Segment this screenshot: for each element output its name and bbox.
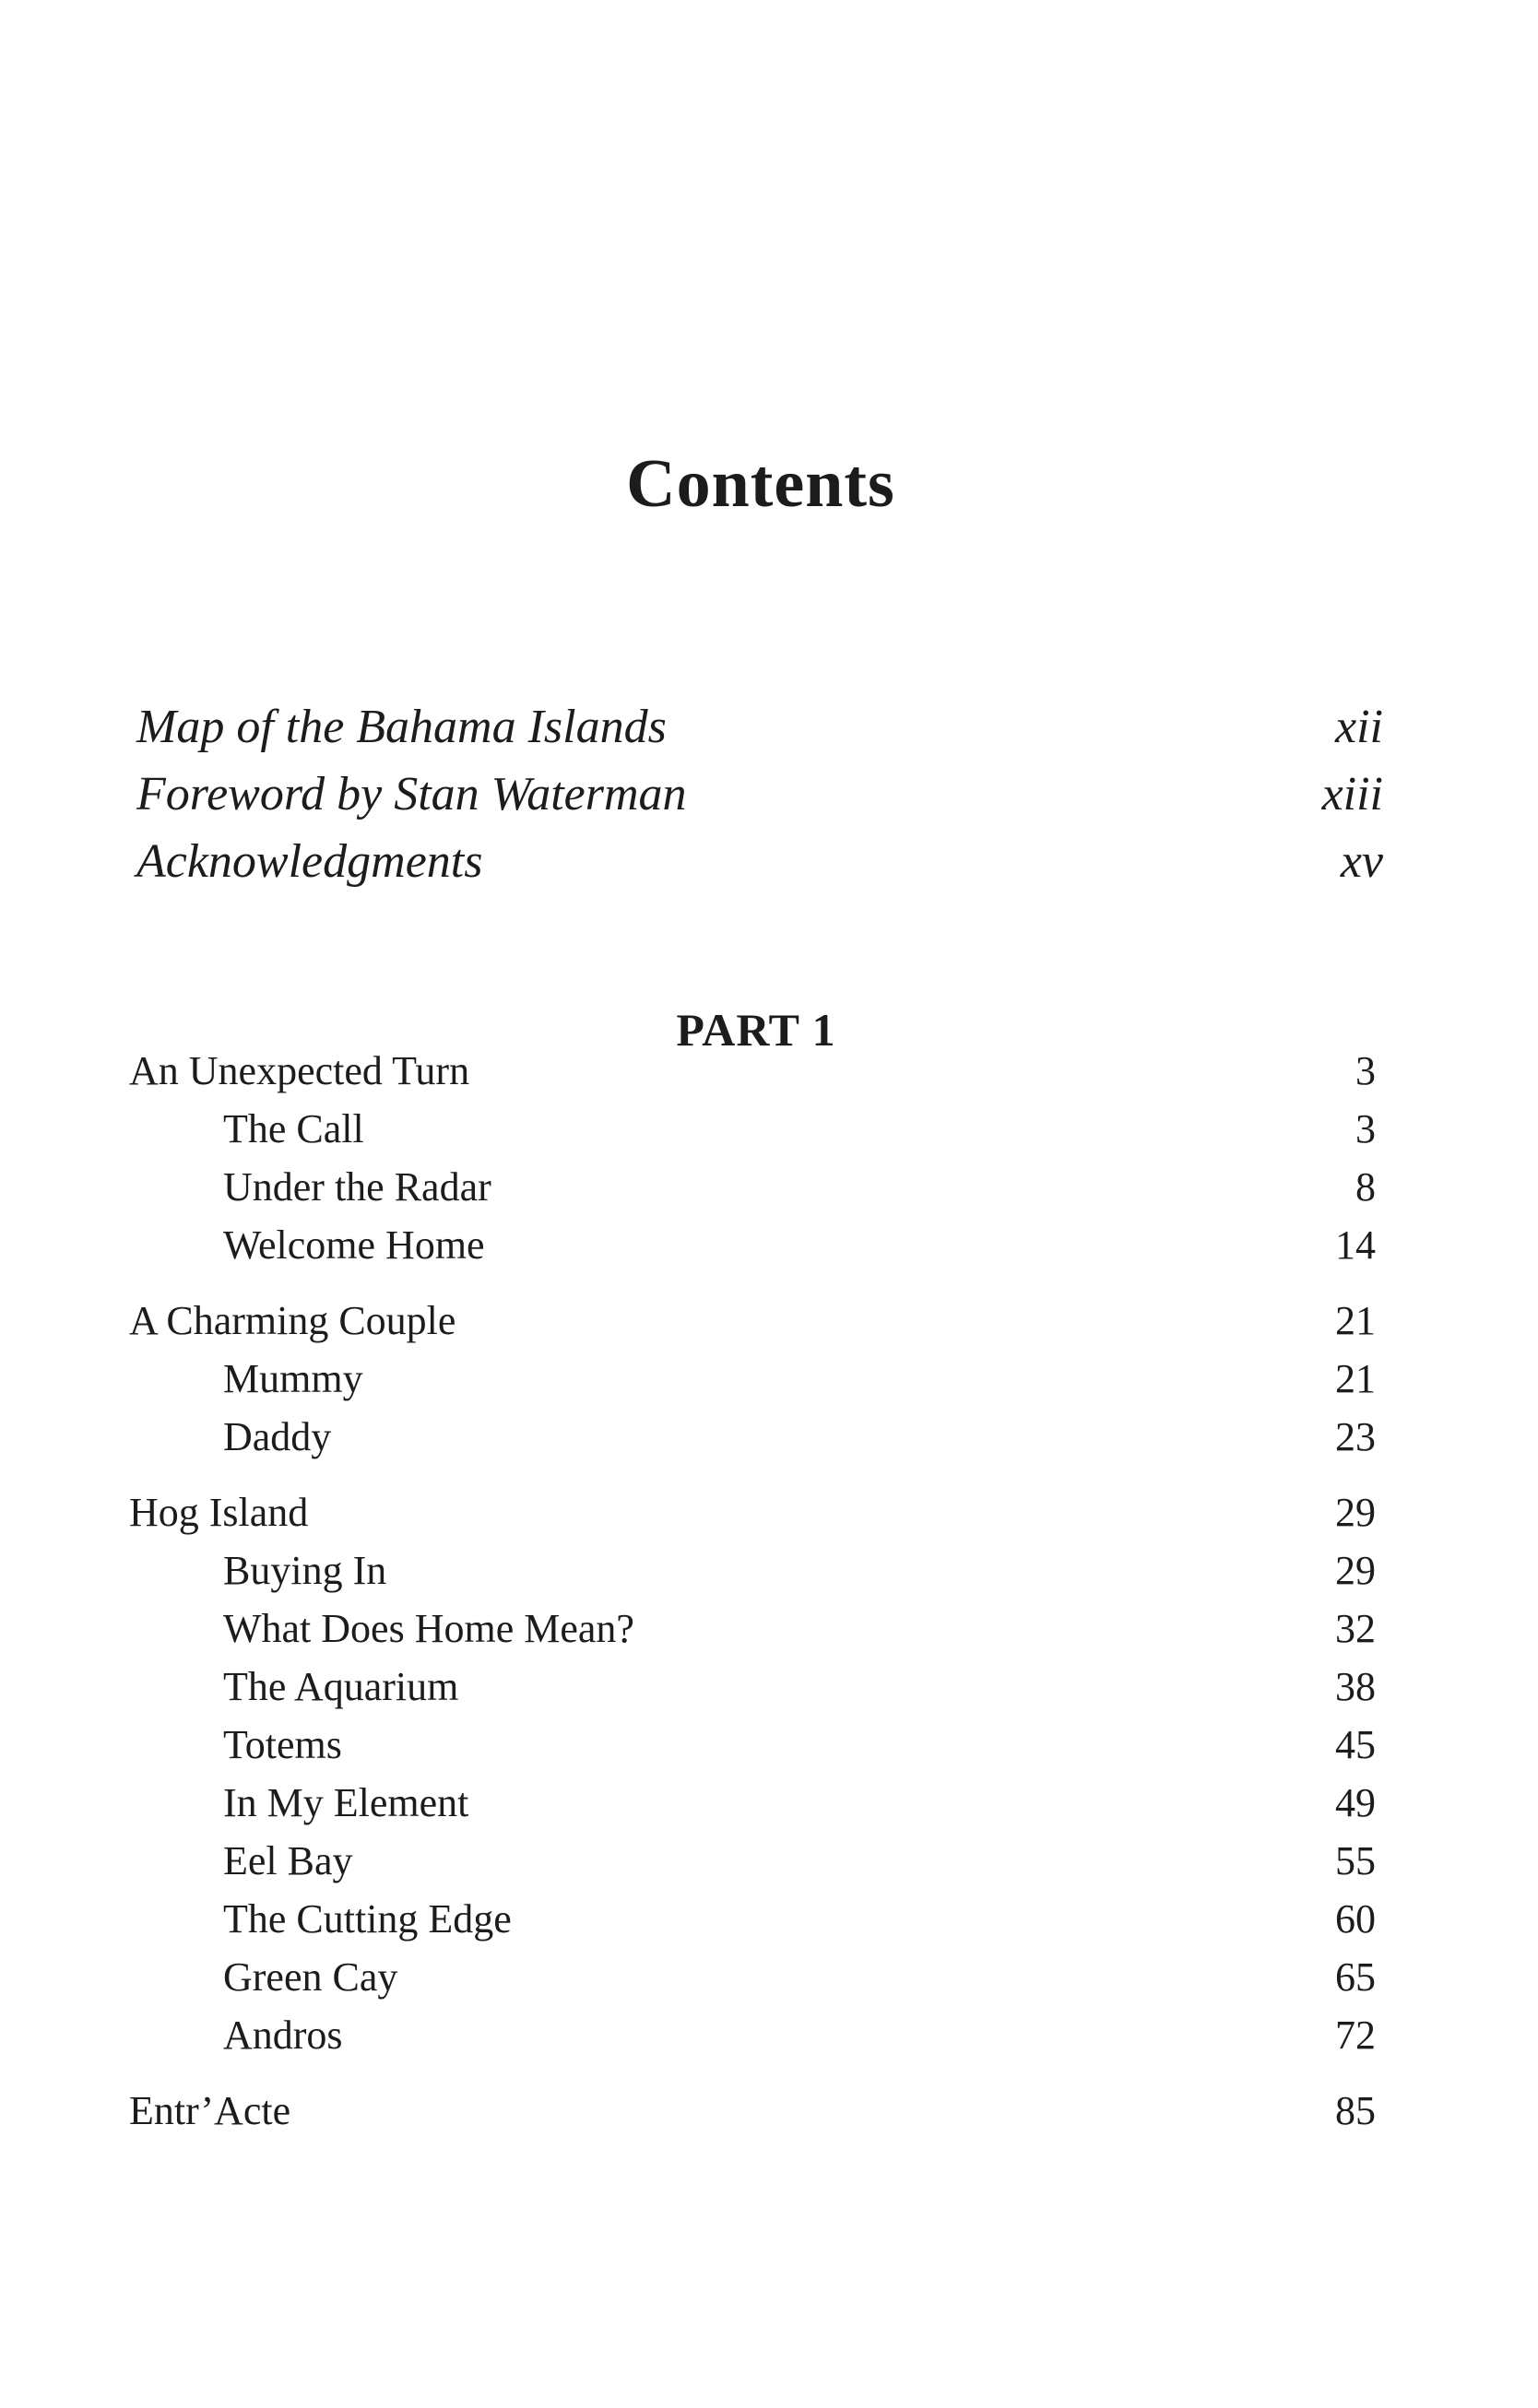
section-entry[interactable]	[129, 1716, 1376, 1774]
section-entry[interactable]	[129, 1100, 1376, 1158]
chapter-entry[interactable]	[129, 2082, 1376, 2140]
chapter-page-number: 3	[1355, 1048, 1376, 1093]
section-entry[interactable]	[129, 1890, 1376, 1948]
section-entry[interactable]	[129, 1216, 1376, 1274]
section-title: Buying In	[223, 1548, 387, 1593]
section-entry[interactable]	[129, 1158, 1376, 1216]
section-title: In My Element	[223, 1780, 469, 1825]
chapter-entry[interactable]	[129, 1292, 1376, 1350]
front-matter-entry[interactable]	[136, 761, 1383, 828]
entry-page-number: xiii	[1321, 768, 1383, 820]
section-page-number: 60	[1335, 1896, 1376, 1942]
section-page-number: 29	[1335, 1548, 1376, 1593]
section-title: The Call	[223, 1106, 364, 1151]
part-entry-list	[129, 1042, 1376, 2140]
section-entry[interactable]	[129, 1541, 1376, 1599]
chapter-entry[interactable]	[129, 1483, 1376, 1541]
section-title: Eel Bay	[223, 1838, 353, 1883]
section-title: Mummy	[223, 1356, 363, 1401]
front-matter-list	[136, 693, 1383, 895]
chapter-page-number: 85	[1335, 2088, 1376, 2133]
front-matter-entry[interactable]	[136, 828, 1383, 895]
section-page-number: 23	[1335, 1414, 1376, 1459]
section-page-number: 72	[1335, 2013, 1376, 2058]
section-title: Under the Radar	[223, 1164, 491, 1210]
section-page-number: 14	[1335, 1222, 1376, 1268]
section-page-number: 8	[1355, 1164, 1376, 1210]
section-entry[interactable]	[129, 1408, 1376, 1466]
entry-title: Map of the Bahama Islands	[136, 701, 667, 753]
chapter-page-number: 21	[1335, 1298, 1376, 1343]
entry-page-number: xii	[1335, 701, 1383, 753]
section-entry[interactable]	[129, 2006, 1376, 2064]
chapter-title: Entr’Acte	[129, 2088, 291, 2133]
section-title: What Does Home Mean?	[223, 1606, 634, 1651]
section-title: Daddy	[223, 1414, 332, 1459]
section-page-number: 55	[1335, 1838, 1376, 1883]
section-entry[interactable]	[129, 1832, 1376, 1890]
section-page-number: 3	[1355, 1106, 1376, 1151]
section-entry[interactable]	[129, 1948, 1376, 2006]
entry-title: Foreword by Stan Waterman	[136, 768, 687, 820]
chapter-group	[129, 2082, 1376, 2140]
section-entry[interactable]	[129, 1658, 1376, 1716]
section-page-number: 38	[1335, 1664, 1376, 1709]
section-page-number: 49	[1335, 1780, 1376, 1825]
chapter-entry[interactable]	[129, 1042, 1376, 1100]
chapter-title: Hog Island	[129, 1490, 309, 1535]
page-title: Contents	[626, 445, 895, 522]
section-title: The Cutting Edge	[223, 1896, 512, 1942]
section-entry[interactable]	[129, 1599, 1376, 1658]
section-page-number: 21	[1335, 1356, 1376, 1401]
chapter-group	[129, 1042, 1376, 1274]
chapter-title: A Charming Couple	[129, 1298, 456, 1343]
part-heading: PART 1	[676, 1003, 836, 1056]
entry-page-number: xv	[1340, 835, 1383, 888]
section-title: Welcome Home	[223, 1222, 485, 1268]
section-page-number: 32	[1335, 1606, 1376, 1651]
section-title: Green Cay	[223, 1954, 398, 2000]
section-page-number: 45	[1335, 1722, 1376, 1767]
front-matter-entry[interactable]	[136, 693, 1383, 761]
chapter-group	[129, 1292, 1376, 1466]
chapter-title: An Unexpected Turn	[129, 1048, 470, 1093]
chapter-group	[129, 1483, 1376, 2064]
entry-title: Acknowledgments	[136, 835, 483, 888]
section-entry[interactable]	[129, 1774, 1376, 1832]
chapter-page-number: 29	[1335, 1490, 1376, 1535]
section-title: The Aquarium	[223, 1664, 459, 1709]
section-title: Andros	[223, 2013, 343, 2058]
section-page-number: 65	[1335, 1954, 1376, 2000]
section-entry[interactable]	[129, 1350, 1376, 1408]
section-title: Totems	[223, 1722, 342, 1767]
